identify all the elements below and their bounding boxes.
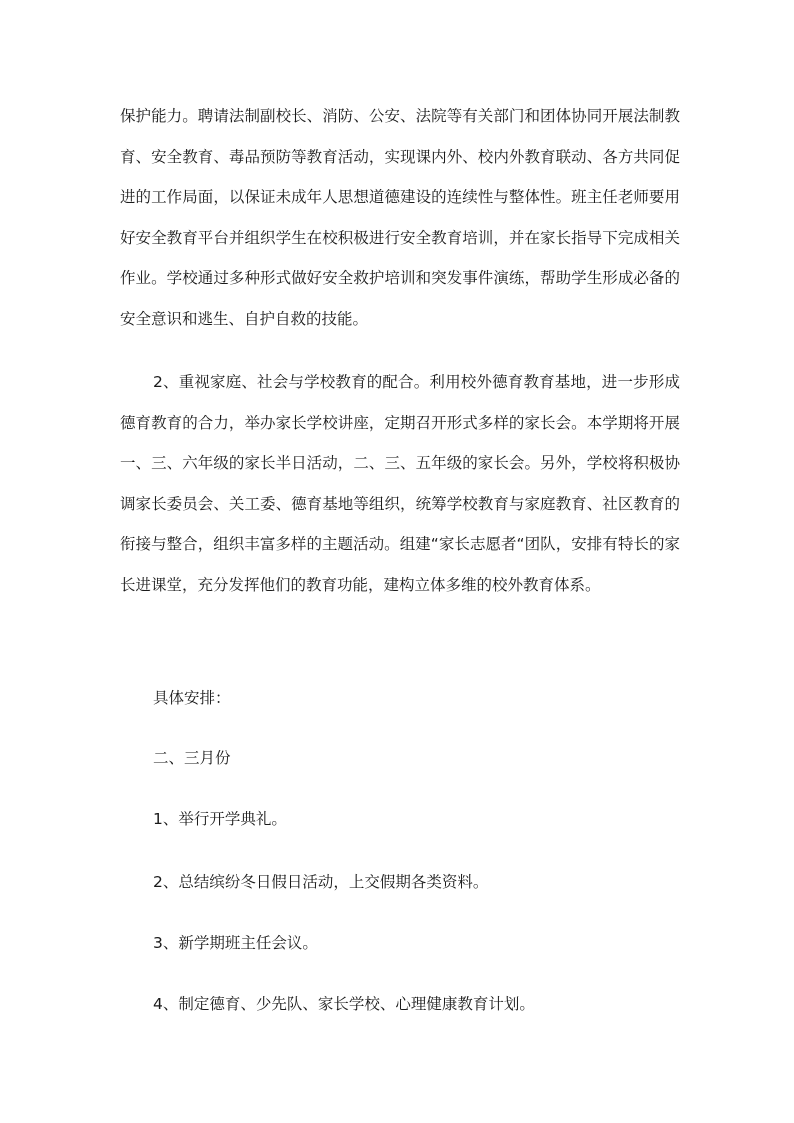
- list-item: 4、制定德育、少先队、家长学校、心理健康教育计划。: [153, 995, 535, 1013]
- list-item: 2、总结缤纷冬日假日活动，上交假期各类资料。: [153, 873, 489, 891]
- paragraph-safety-education: 保护能力。聘请法制副校长、消防、公安、法院等有关部门和团体协同开展法制教育、安全教育、毒品预防等教育活动，实现课内外、校内外教育联动、各方共同促进的工作局面，以保证未成年人思想道德建设的连续性与整体性。班主任老师要用好安全教育平台并组织学生在校积极进行安全教育培训，并在家长指导下完成相关作业。学校通过多种形式做好安全救护培训和突发事件演练，帮助学生形成必备的安全意识和逃生、自护自救的技能。: [120, 107, 680, 328]
- schedule-heading: 具体安排：: [153, 689, 231, 707]
- paragraph-home-school-cooperation: 2、重视家庭、社会与学校教育的配合。利用校外德育教育基地，进一步形成德育教育的合力，举办家长学校讲座，定期召开形式多样的家长会。本学期将开展一、三、六年级的家长半日活动，二、三、五年级的家长会。另外，学校将积极协调家长委员会、关工委、德育基地等组织，统筹学校教育与家庭教育、社区教育的衔接与整合，组织丰富多样的主题活动。组建“家长志愿者“团队，安排有特长的家长进课堂，充分发挥他们的教育功能，建构立体多维的校外教育体系。: [120, 373, 680, 594]
- list-item: 1、举行开学典礼。: [153, 810, 287, 828]
- list-item: 3、新学期班主任会议。: [153, 934, 318, 952]
- month-heading: 二、三月份: [153, 749, 231, 767]
